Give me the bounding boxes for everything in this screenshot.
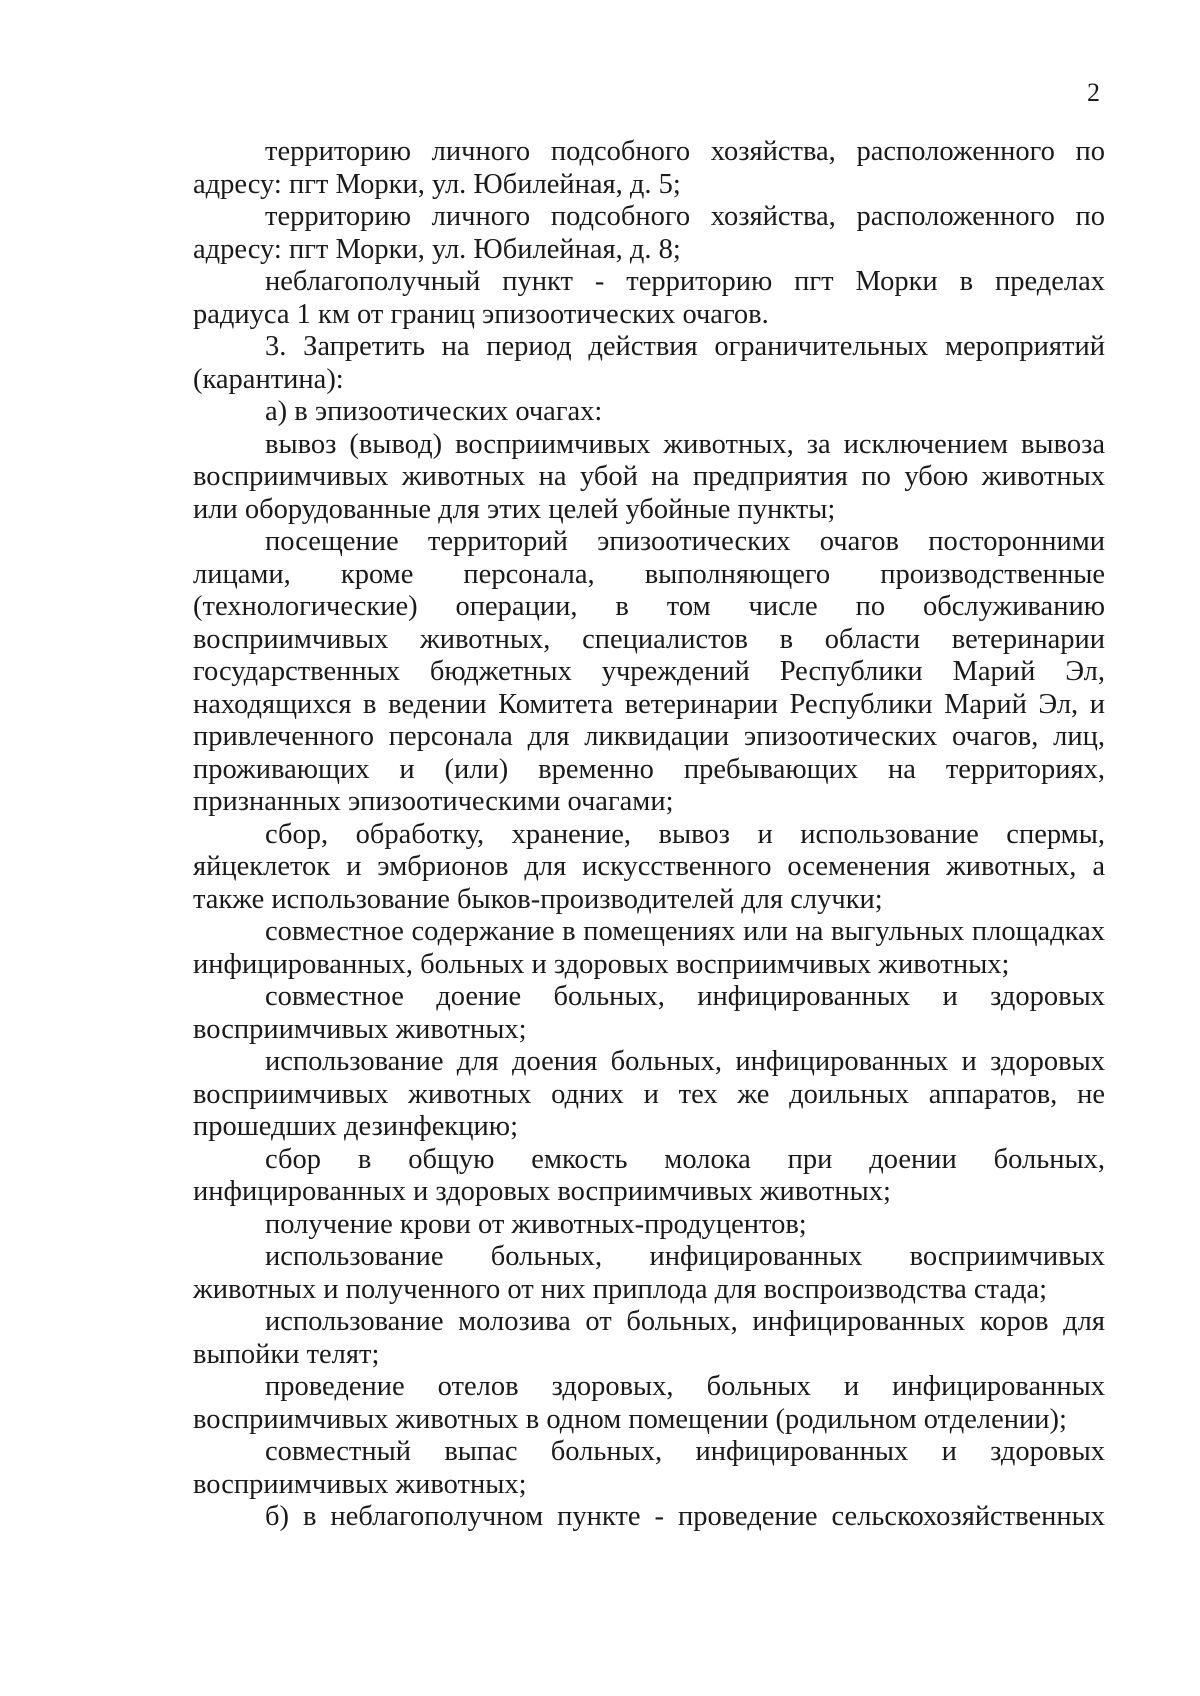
paragraph: получение крови от животных-продуцентов;	[265, 1208, 807, 1240]
paragraph: проведение отелов здоровых, больных и инфицированных восприимчивых животных в одном помещении (родильном отделении);	[193, 1371, 1105, 1435]
page-number: 2	[1087, 78, 1100, 107]
paragraph: вывоз (вывод) восприимчивых животных, за исключением вывоза восприимчивых животных на убой на предприятия по убою животных или оборудованные для этих целей убойные пункты;	[193, 428, 1105, 525]
paragraph: совместное доение больных, инфицированных и здоровых восприимчивых животных;	[193, 981, 1105, 1045]
paragraph: территорию личного подсобного хозяйства, расположенного по адресу: пгт Морки, ул. Юбилейная, д. 8;	[193, 201, 1105, 265]
paragraph: совместный выпас больных, инфицированных и здоровых восприимчивых животных;	[193, 1436, 1105, 1500]
paragraph: а) в эпизоотических очагах:	[265, 396, 603, 427]
paragraph: использование молозива от больных, инфицированных коров для выпойки телят;	[193, 1306, 1105, 1370]
paragraph: сбор, обработку, хранение, вывоз и использование спермы, яйцеклеток и эмбрионов для искусственного осеменения животных, а также использование быков-производителей для случки;	[193, 818, 1105, 915]
paragraph: сбор в общую емкость молока при доении больных, инфицированных и здоровых восприимчивых животных;	[193, 1143, 1105, 1207]
paragraph: территорию личного подсобного хозяйства, расположенного по адресу: пгт Морки, ул. Юбилейная, д. 5;	[193, 136, 1105, 200]
paragraph: неблагополучный пункт - территорию пгт Морки в пределах радиуса 1 км от границ эпизоотических очагов.	[193, 266, 1105, 330]
paragraph-last: б) в неблагополучном пункте - проведение сельскохозяйственных	[265, 1501, 1105, 1532]
paragraph: использование больных, инфицированных восприимчивых животных и полученного от них приплода для воспроизводства стада;	[193, 1241, 1105, 1305]
paragraph: совместное содержание в помещениях или на выгульных площадках инфицированных, больных и здоровых восприимчивых животных;	[193, 916, 1105, 980]
paragraph: 3. Запретить на период действия ограничительных мероприятий (карантина):	[193, 331, 1105, 395]
paragraph: использование для доения больных, инфицированных и здоровых восприимчивых животных одних и тех же доильных аппаратов, не прошедших дезинфекцию;	[193, 1046, 1105, 1142]
document-body	[193, 136, 1105, 1534]
paragraph: посещение территорий эпизоотических очагов посторонними лицами, кроме персонала, выполняющего производственные (технологические) операции, в том числе по обслуживанию восприимчивых животных, специалистов в области ветеринарии государственных бюджетных учреждений Республики Марий Эл, находящихся в ведении Комитета ветеринарии Республики Марий Эл, и привлеченного персонала для ликвидации эпизоотических очагов, лиц, проживающих и (или) временно пребывающих на территориях, признанных эпизоотическими очагами;	[193, 526, 1105, 817]
